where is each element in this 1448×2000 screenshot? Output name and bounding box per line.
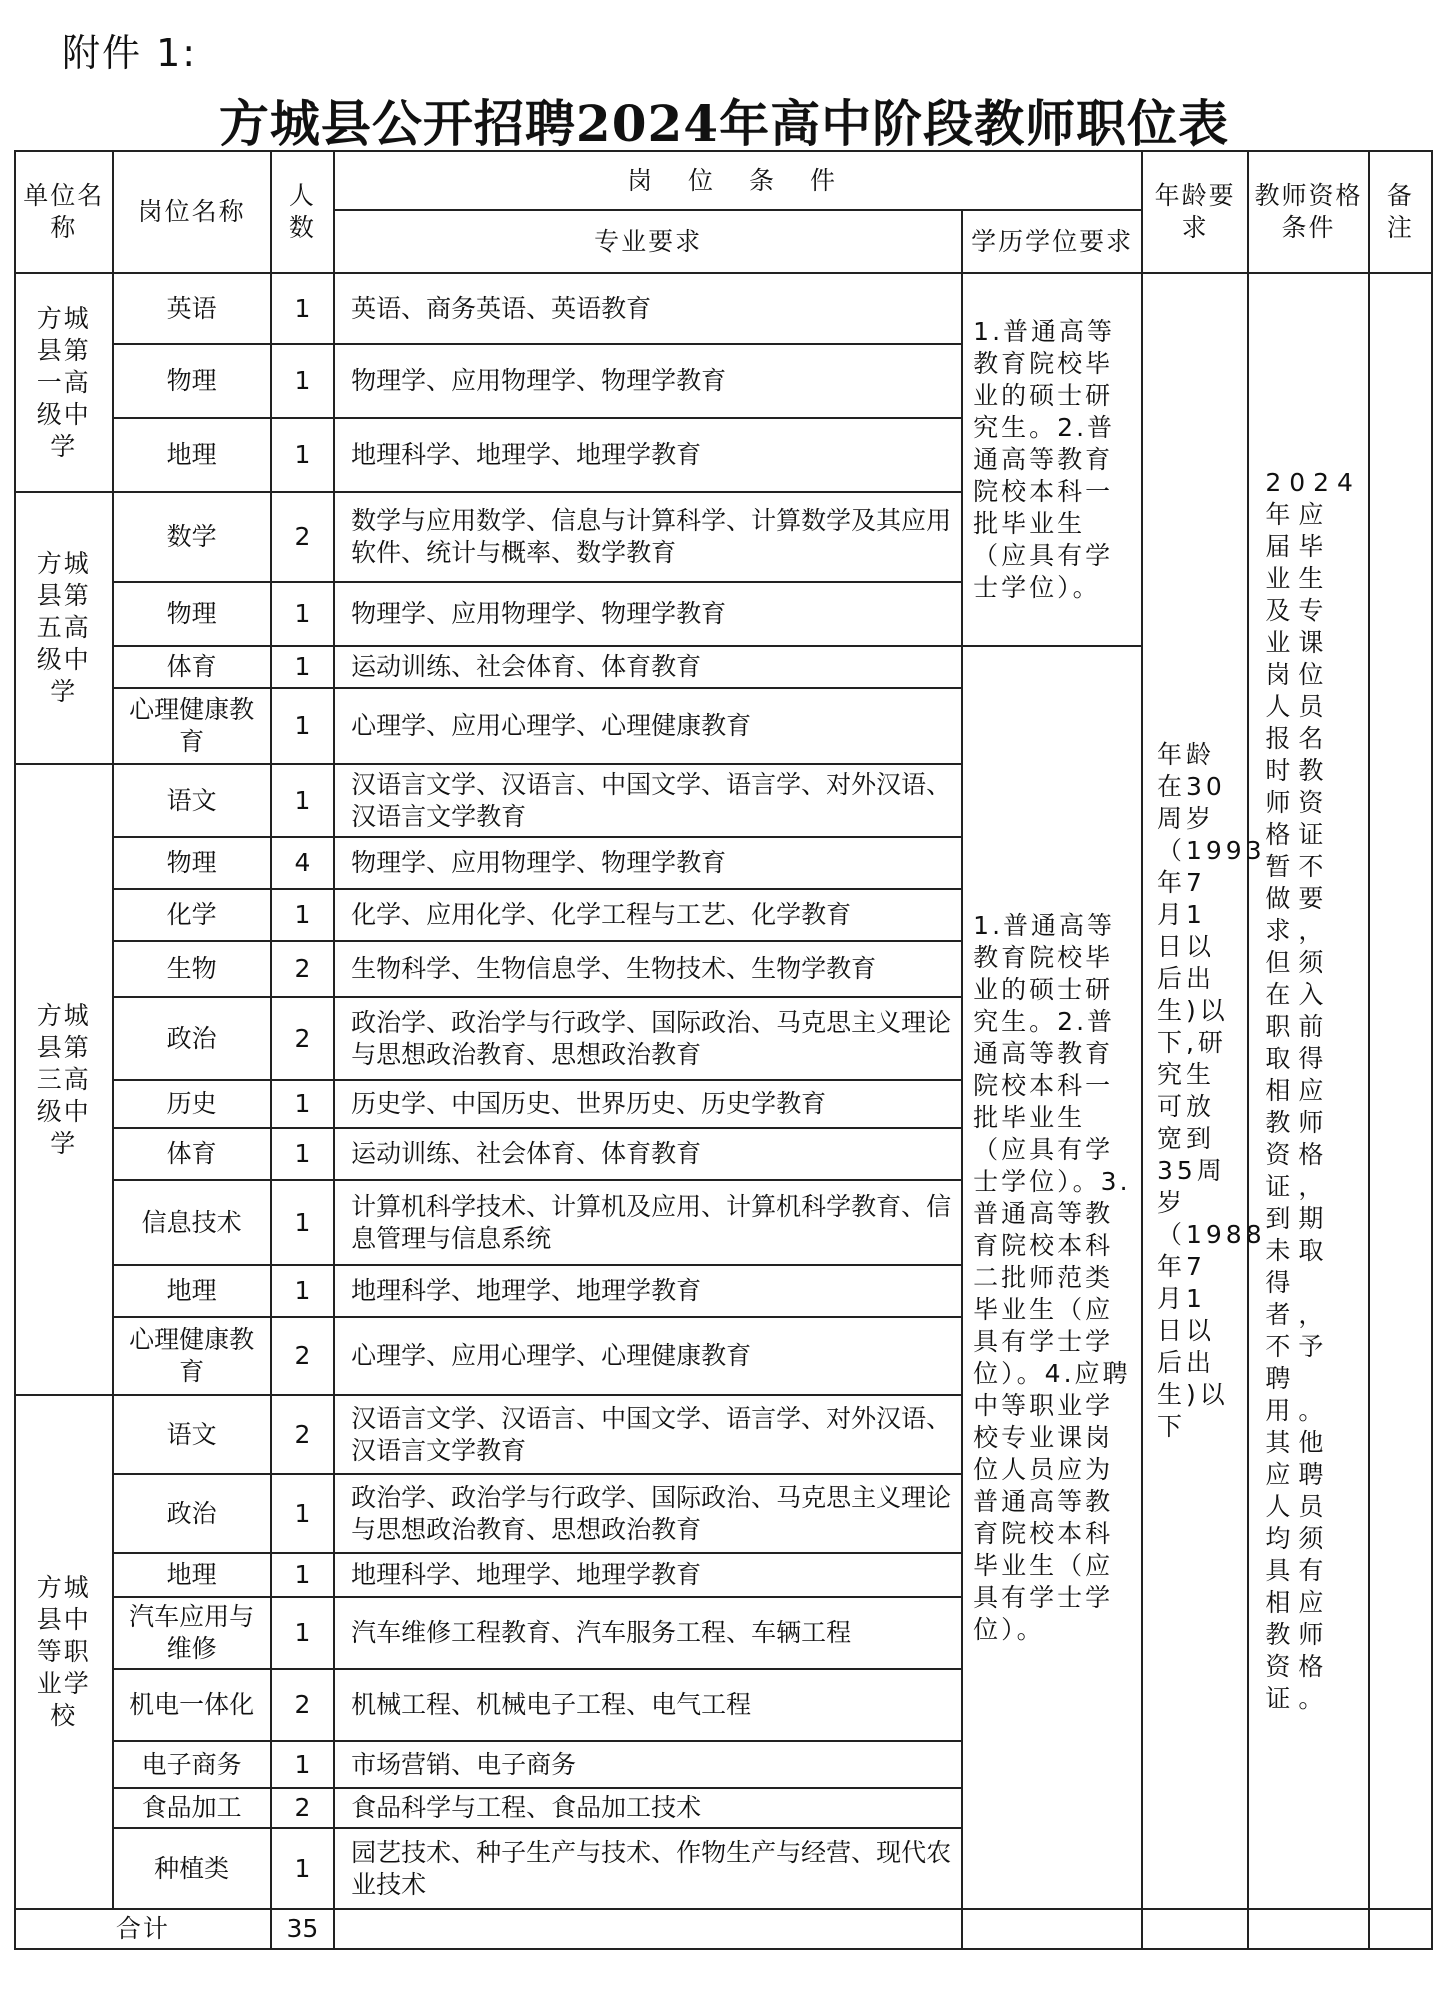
post-major: 生物科学、生物信息学、生物技术、生物学教育 bbox=[334, 941, 962, 997]
post-major: 物理学、应用物理学、物理学教育 bbox=[334, 582, 962, 646]
post-count: 1 bbox=[271, 1128, 334, 1180]
post-name: 物理 bbox=[113, 344, 271, 418]
header-education: 学历学位要求 bbox=[962, 210, 1142, 273]
post-name: 体育 bbox=[113, 646, 271, 688]
header-major: 专业要求 bbox=[334, 210, 962, 273]
header-unit: 单位名称 bbox=[15, 151, 113, 273]
post-count: 2 bbox=[271, 1788, 334, 1828]
unit-name: 方城县中等职业学校 bbox=[15, 1395, 113, 1909]
post-major: 食品科学与工程、食品加工技术 bbox=[334, 1788, 962, 1828]
post-name: 英语 bbox=[113, 273, 271, 344]
post-major: 英语、商务英语、英语教育 bbox=[334, 273, 962, 344]
post-count: 1 bbox=[271, 889, 334, 941]
total-empty-cell bbox=[962, 1909, 1142, 1949]
post-count: 1 bbox=[271, 1180, 334, 1265]
post-major: 物理学、应用物理学、物理学教育 bbox=[334, 344, 962, 418]
attachment-label: 附件 1: bbox=[62, 31, 198, 75]
post-count: 2 bbox=[271, 1395, 334, 1474]
post-major: 地理科学、地理学、地理学教育 bbox=[334, 418, 962, 492]
post-count: 1 bbox=[271, 688, 334, 764]
post-major: 地理科学、地理学、地理学教育 bbox=[334, 1265, 962, 1317]
post-count: 2 bbox=[271, 1669, 334, 1741]
post-major: 市场营销、电子商务 bbox=[334, 1741, 962, 1788]
post-name: 地理 bbox=[113, 418, 271, 492]
post-count: 1 bbox=[271, 1741, 334, 1788]
post-name: 政治 bbox=[113, 1474, 271, 1553]
post-name: 信息技术 bbox=[113, 1180, 271, 1265]
post-name: 机电一体化 bbox=[113, 1669, 271, 1741]
post-major: 心理学、应用心理学、心理健康教育 bbox=[334, 1317, 962, 1395]
post-name: 物理 bbox=[113, 582, 271, 646]
post-name: 语文 bbox=[113, 764, 271, 837]
post-name: 心理健康教育 bbox=[113, 688, 271, 764]
post-name: 地理 bbox=[113, 1265, 271, 1317]
post-count: 2 bbox=[271, 997, 334, 1080]
post-name: 政治 bbox=[113, 997, 271, 1080]
table-body bbox=[15, 151, 1432, 1949]
post-major: 化学、应用化学、化学工程与工艺、化学教育 bbox=[334, 889, 962, 941]
total-empty-cell bbox=[1369, 1909, 1432, 1949]
post-name: 语文 bbox=[113, 1395, 271, 1474]
post-major: 汽车维修工程教育、汽车服务工程、车辆工程 bbox=[334, 1597, 962, 1669]
post-name: 物理 bbox=[113, 837, 271, 889]
post-count: 1 bbox=[271, 344, 334, 418]
post-count: 1 bbox=[271, 582, 334, 646]
post-count: 1 bbox=[271, 764, 334, 837]
post-count: 1 bbox=[271, 1080, 334, 1128]
header-conditions: 岗 位 条 件 bbox=[334, 151, 1142, 210]
positions-table bbox=[14, 150, 1433, 1950]
post-name: 心理健康教育 bbox=[113, 1317, 271, 1395]
post-major: 运动训练、社会体育、体育教育 bbox=[334, 646, 962, 688]
post-count: 1 bbox=[271, 273, 334, 344]
post-major: 心理学、应用心理学、心理健康教育 bbox=[334, 688, 962, 764]
post-major: 园艺技术、种子生产与技术、作物生产与经营、现代农业技术 bbox=[334, 1828, 962, 1909]
post-count: 1 bbox=[271, 1597, 334, 1669]
education-requirement: 1.普通高等教育院校毕业的硕士研究生。2.普通高等教育院校本科一批毕业生（应具有学士学位）。 bbox=[962, 273, 1142, 646]
post-major: 数学与应用数学、信息与计算科学、计算数学及其应用软件、统计与概率、数学教育 bbox=[334, 492, 962, 582]
post-name: 生物 bbox=[113, 941, 271, 997]
age-requirement: 年龄在30周岁（1993年7月1日以后出生)以下,研究生可放宽到35周岁（1988年7月1日以后出生)以下 bbox=[1142, 273, 1248, 1909]
header-remark: 备注 bbox=[1369, 151, 1432, 273]
post-major: 地理科学、地理学、地理学教育 bbox=[334, 1553, 962, 1597]
post-major: 政治学、政治学与行政学、国际政治、马克思主义理论与思想政治教育、思想政治教育 bbox=[334, 1474, 962, 1553]
header-count: 人数 bbox=[271, 151, 334, 273]
post-name: 化学 bbox=[113, 889, 271, 941]
post-major: 政治学、政治学与行政学、国际政治、马克思主义理论与思想政治教育、思想政治教育 bbox=[334, 997, 962, 1080]
post-name: 体育 bbox=[113, 1128, 271, 1180]
post-name: 种植类 bbox=[113, 1828, 271, 1909]
total-label: 合计 bbox=[15, 1909, 271, 1949]
header-age: 年龄要求 bbox=[1142, 151, 1248, 273]
total-empty-cell bbox=[1142, 1909, 1248, 1949]
post-count: 1 bbox=[271, 1474, 334, 1553]
unit-name: 方城县第一高级中学 bbox=[15, 273, 113, 492]
post-major: 机械工程、机械电子工程、电气工程 bbox=[334, 1669, 962, 1741]
post-count: 1 bbox=[271, 1553, 334, 1597]
education-requirement: 1.普通高等教育院校毕业的硕士研究生。2.普通高等教育院校本科一批毕业生（应具有学士学位）。3.普通高等教育院校本科二批师范类毕业生（应具有学士学位）。4.应聘中等职业学校专业课岗位人员应为普通高等教育院校本科毕业生（应具有学士学位）。 bbox=[962, 646, 1142, 1909]
header-cert: 教师资格条件 bbox=[1248, 151, 1368, 273]
post-count: 2 bbox=[271, 941, 334, 997]
total-empty-cell bbox=[334, 1909, 962, 1949]
post-name: 电子商务 bbox=[113, 1741, 271, 1788]
post-major: 历史学、中国历史、世界历史、历史学教育 bbox=[334, 1080, 962, 1128]
post-major: 计算机科学技术、计算机及应用、计算机科学教育、信息管理与信息系统 bbox=[334, 1180, 962, 1265]
unit-name: 方城县第三高级中学 bbox=[15, 764, 113, 1395]
total-empty-cell bbox=[1248, 1909, 1368, 1949]
post-count: 1 bbox=[271, 1265, 334, 1317]
post-major: 汉语言文学、汉语言、中国文学、语言学、对外汉语、汉语言文学教育 bbox=[334, 764, 962, 837]
post-name: 食品加工 bbox=[113, 1788, 271, 1828]
post-count: 2 bbox=[271, 492, 334, 582]
post-major: 物理学、应用物理学、物理学教育 bbox=[334, 837, 962, 889]
cert-requirement: 2024年应届毕业生及专业课岗位人员报名时教师资格证暂不做要求，但须在入职前取得相应教师资格证，到期未取得者，不予聘用。其他应聘人员均须具有相应教师资格证。 bbox=[1248, 273, 1368, 1909]
total-count: 35 bbox=[271, 1909, 334, 1949]
post-name: 数学 bbox=[113, 492, 271, 582]
post-count: 2 bbox=[271, 1317, 334, 1395]
post-major: 运动训练、社会体育、体育教育 bbox=[334, 1128, 962, 1180]
post-name: 历史 bbox=[113, 1080, 271, 1128]
remark-cell bbox=[1369, 273, 1432, 1909]
post-major: 汉语言文学、汉语言、中国文学、语言学、对外汉语、汉语言文学教育 bbox=[334, 1395, 962, 1474]
post-count: 1 bbox=[271, 1828, 334, 1909]
post-count: 4 bbox=[271, 837, 334, 889]
post-count: 1 bbox=[271, 418, 334, 492]
post-count: 1 bbox=[271, 646, 334, 688]
page-title: 方城县公开招聘2024年高中阶段教师职位表 bbox=[218, 94, 1230, 153]
unit-name: 方城县第五高级中学 bbox=[15, 492, 113, 764]
header-post: 岗位名称 bbox=[113, 151, 271, 273]
post-name: 地理 bbox=[113, 1553, 271, 1597]
post-name: 汽车应用与维修 bbox=[113, 1597, 271, 1669]
